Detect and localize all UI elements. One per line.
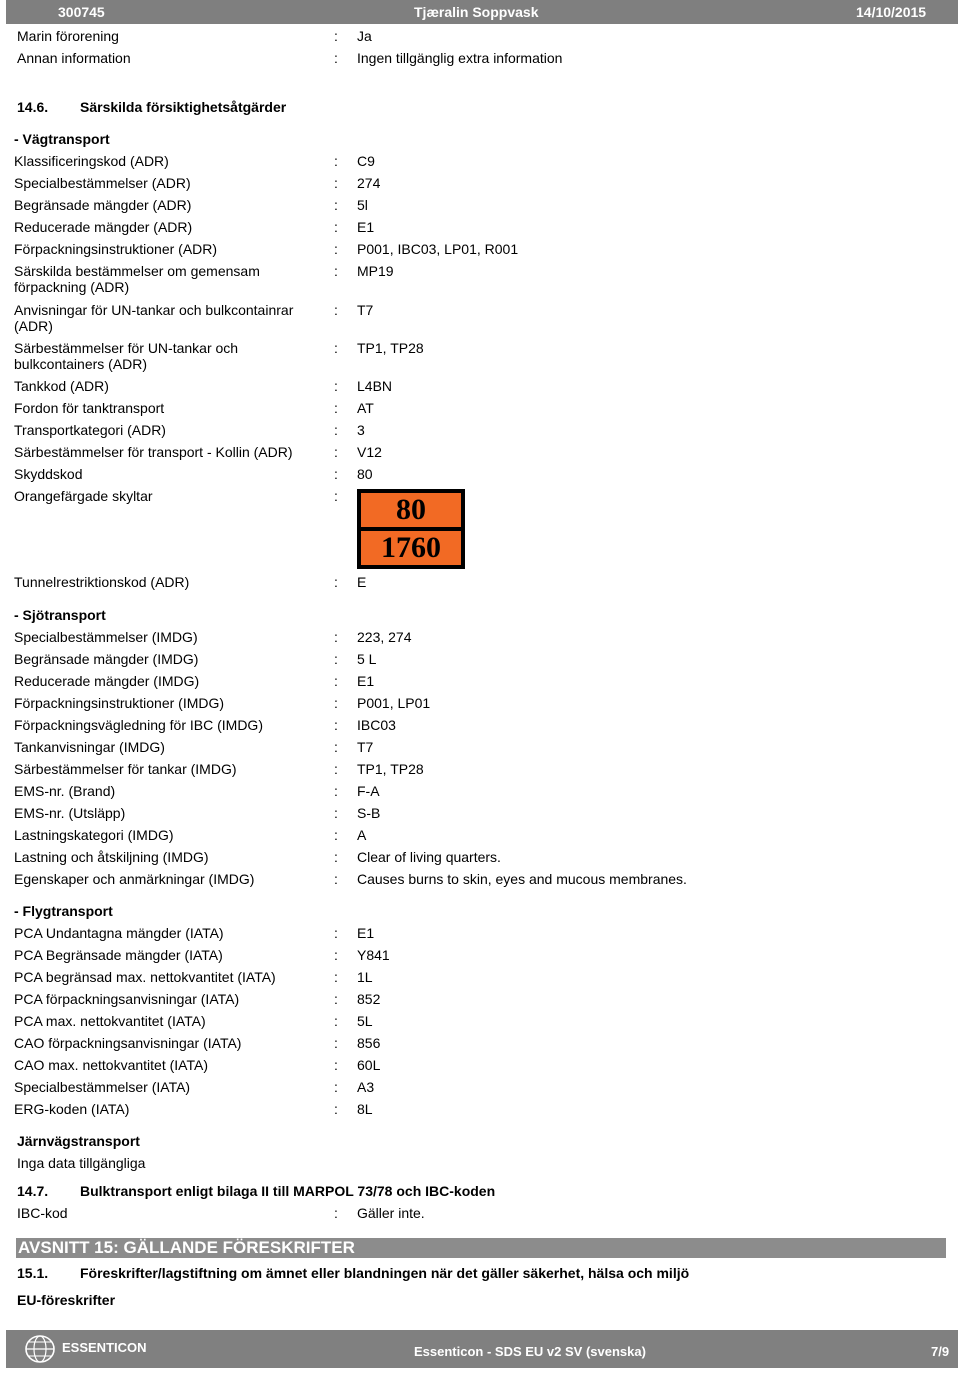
field-label: Egenskaper och anmärkningar (IMDG) <box>14 871 255 887</box>
field-value: Causes burns to skin, eyes and mucous membranes. <box>357 871 687 887</box>
field-label: Förpackningsvägledning för IBC (IMDG) <box>14 717 263 733</box>
field-label-continued: förpackning (ADR) <box>14 279 130 295</box>
field-label: Särbestämmelser för tankar (IMDG) <box>14 761 237 777</box>
field-label: Lastning och åtskiljning (IMDG) <box>14 849 209 865</box>
field-label: Reducerade mängder (IMDG) <box>14 673 200 689</box>
field-value: IBC03 <box>357 717 396 733</box>
tunnel-code-value: E <box>357 574 367 590</box>
colon: : <box>334 947 338 963</box>
field-value: 5 L <box>357 651 377 667</box>
colon: : <box>334 466 338 482</box>
field-value: MP19 <box>357 263 394 279</box>
field-value: 8L <box>357 1101 373 1117</box>
document-date: 14/10/2015 <box>856 4 927 20</box>
colon: : <box>334 302 338 318</box>
rail-transport-heading: Järnvägstransport <box>17 1133 140 1149</box>
field-label: Tankkod (ADR) <box>14 378 109 394</box>
section-title-14-6: Särskilda försiktighetsåtgärder <box>80 99 287 115</box>
field-value: A <box>357 827 367 843</box>
field-value: Ja <box>357 28 372 44</box>
field-label: Särbestämmelser för UN-tankar och <box>14 340 239 356</box>
colon: : <box>334 50 338 66</box>
footer-page-number: 7/9 <box>931 1344 950 1359</box>
section-title-14-7: Bulktransport enligt bilaga II till MARPOL 73/78 och IBC-koden <box>80 1183 496 1199</box>
field-value: Ingen tillgänglig extra information <box>357 50 563 66</box>
field-value: P001, IBC03, LP01, R001 <box>357 241 519 257</box>
colon: : <box>334 488 338 504</box>
section-title-15-1: Föreskrifter/lagstiftning om ämnet eller blandningen när det gäller säkerhet, hälsa och miljö <box>80 1265 690 1281</box>
field-label: Särskilda bestämmelser om gemensam <box>14 263 260 279</box>
colon: : <box>334 1013 338 1029</box>
field-value: TP1, TP28 <box>357 340 424 356</box>
colon: : <box>334 400 338 416</box>
field-label: Tankanvisningar (IMDG) <box>14 739 165 755</box>
field-label: Annan information <box>17 50 131 66</box>
colon: : <box>334 1205 338 1221</box>
field-label: Specialbestämmelser (IMDG) <box>14 629 198 645</box>
colon: : <box>334 1079 338 1095</box>
field-label: Förpackningsinstruktioner (IMDG) <box>14 695 225 711</box>
field-value: 1L <box>357 969 373 985</box>
colon: : <box>334 805 338 821</box>
field-value: 852 <box>357 991 381 1007</box>
field-value: 60L <box>357 1057 381 1073</box>
field-value: 3 <box>357 422 365 438</box>
field-label: Särbestämmelser för transport - Kollin (ADR) <box>14 444 293 460</box>
field-value: 274 <box>357 175 381 191</box>
colon: : <box>334 219 338 235</box>
colon: : <box>334 340 338 356</box>
colon: : <box>334 783 338 799</box>
field-value: A3 <box>357 1079 375 1095</box>
field-label: PCA förpackningsanvisningar (IATA) <box>14 991 240 1007</box>
un-number: 1760 <box>361 531 461 565</box>
colon: : <box>334 1101 338 1117</box>
colon: : <box>334 717 338 733</box>
colon: : <box>334 827 338 843</box>
field-value: V12 <box>357 444 382 460</box>
colon: : <box>334 673 338 689</box>
field-label: CAO max. nettokvantitet (IATA) <box>14 1057 208 1073</box>
colon: : <box>334 175 338 191</box>
field-label: PCA max. nettokvantitet (IATA) <box>14 1013 206 1029</box>
field-value: P001, LP01 <box>357 695 431 711</box>
field-value: TP1, TP28 <box>357 761 424 777</box>
field-value: 856 <box>357 1035 381 1051</box>
field-label: Anvisningar för UN-tankar och bulkcontainrar <box>14 302 294 318</box>
page-header <box>6 0 958 24</box>
field-value: E1 <box>357 219 375 235</box>
field-label: ERG-koden (IATA) <box>14 1101 130 1117</box>
field-value: E1 <box>357 673 375 689</box>
field-label: PCA Undantagna mängder (IATA) <box>14 925 224 941</box>
field-value: 5L <box>357 1013 373 1029</box>
field-value: T7 <box>357 302 374 318</box>
field-label: Specialbestämmelser (IATA) <box>14 1079 191 1095</box>
field-label: Fordon för tanktransport <box>14 400 165 416</box>
field-label: Specialbestämmelser (ADR) <box>14 175 191 191</box>
colon: : <box>334 444 338 460</box>
rail-transport-text: Inga data tillgängliga <box>17 1155 146 1171</box>
colon: : <box>334 197 338 213</box>
globe-icon <box>22 1334 58 1364</box>
field-label: CAO förpackningsanvisningar (IATA) <box>14 1035 242 1051</box>
page-footer <box>6 1330 958 1368</box>
field-label: EMS-nr. (Utsläpp) <box>14 805 126 821</box>
colon: : <box>334 153 338 169</box>
field-label: PCA begränsad max. nettokvantitet (IATA) <box>14 969 276 985</box>
field-label: Förpackningsinstruktioner (ADR) <box>14 241 218 257</box>
orange-plates-label: Orangefärgade skyltar <box>14 488 153 504</box>
field-label: Skyddskod <box>14 466 83 482</box>
air-transport-heading: - Flygtransport <box>14 903 113 919</box>
tunnel-code-label: Tunnelrestriktionskod (ADR) <box>14 574 190 590</box>
section-15-banner: AVSNITT 15: GÄLLANDE FÖRESKRIFTER <box>16 1238 946 1258</box>
field-value: F-A <box>357 783 380 799</box>
field-value: Clear of living quarters. <box>357 849 501 865</box>
colon: : <box>334 695 338 711</box>
field-value: 5l <box>357 197 368 213</box>
colon: : <box>334 739 338 755</box>
section-number-15-1: 15.1. <box>17 1265 49 1281</box>
product-name: Tjæralin Soppvask <box>414 4 539 20</box>
field-label: Klassificeringskod (ADR) <box>14 153 169 169</box>
colon: : <box>334 28 338 44</box>
eu-regulations-heading: EU-föreskrifter <box>17 1292 116 1308</box>
field-label: Lastningskategori (IMDG) <box>14 827 174 843</box>
field-value: S-B <box>357 805 381 821</box>
field-label: EMS-nr. (Brand) <box>14 783 116 799</box>
colon: : <box>334 761 338 777</box>
ibc-code-value: Gäller inte. <box>357 1205 425 1221</box>
section-number-14-7: 14.7. <box>17 1183 49 1199</box>
colon: : <box>334 969 338 985</box>
footer-logo-text: ESSENTICON <box>62 1340 147 1355</box>
field-label-continued: bulkcontainers (ADR) <box>14 356 148 372</box>
field-value: 80 <box>357 466 373 482</box>
colon: : <box>334 991 338 1007</box>
field-label: Marin förorening <box>17 28 119 44</box>
colon: : <box>334 1035 338 1051</box>
field-label-continued: (ADR) <box>14 318 53 334</box>
colon: : <box>334 574 338 590</box>
road-transport-heading: - Vägtransport <box>14 131 110 147</box>
colon: : <box>334 263 338 279</box>
colon: : <box>334 422 338 438</box>
colon: : <box>334 849 338 865</box>
field-value: 223, 274 <box>357 629 412 645</box>
colon: : <box>334 241 338 257</box>
section-number-14-6: 14.6. <box>17 99 49 115</box>
hazard-identification-number: 80 <box>361 493 461 527</box>
field-label: Begränsade mängder (ADR) <box>14 197 192 213</box>
field-label: PCA Begränsade mängder (IATA) <box>14 947 223 963</box>
colon: : <box>334 871 338 887</box>
orange-hazard-plate <box>357 489 465 569</box>
sea-transport-heading: - Sjötransport <box>14 607 106 623</box>
colon: : <box>334 1057 338 1073</box>
field-value: Y841 <box>357 947 390 963</box>
field-value: T7 <box>357 739 374 755</box>
colon: : <box>334 651 338 667</box>
document-number: 300745 <box>58 4 105 20</box>
colon: : <box>334 378 338 394</box>
colon: : <box>334 629 338 645</box>
field-label: Reducerade mängder (ADR) <box>14 219 193 235</box>
field-value: E1 <box>357 925 375 941</box>
field-value: C9 <box>357 153 375 169</box>
field-label: Begränsade mängder (IMDG) <box>14 651 199 667</box>
ibc-code-label: IBC-kod <box>17 1205 68 1221</box>
field-label: Transportkategori (ADR) <box>14 422 166 438</box>
field-value: AT <box>357 400 374 416</box>
footer-document-name: Essenticon - SDS EU v2 SV (svenska) <box>414 1344 646 1359</box>
colon: : <box>334 925 338 941</box>
field-value: L4BN <box>357 378 393 394</box>
